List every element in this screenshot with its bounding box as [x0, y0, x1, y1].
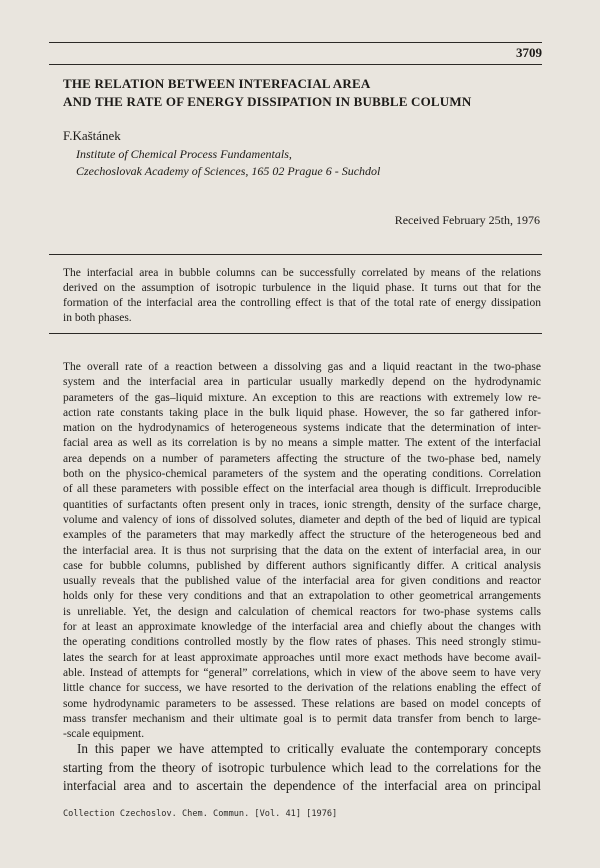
- author-affiliation: [76, 146, 380, 180]
- body-line: examples of the parameters that may markedly affect the structure of the heterogeneous bed and: [63, 529, 541, 542]
- body-line: lates the search for at least approximate approaches until more exact methods have become avail-: [63, 651, 541, 664]
- body-line: the interfacial area. It is thus not surprising that the data on the extent of interfacial area, in our: [63, 544, 541, 557]
- body-line: holds only for these very conditions and that an extrapolation to other geometrical arrangements: [63, 590, 541, 603]
- body-line: both on the physico-chemical parameters of the system and the operating conditions. Correlation: [63, 468, 541, 481]
- intro-line: In this paper we have attempted to critically evaluate the contemporary concepts: [77, 741, 541, 756]
- body-line: The overall rate of a reaction between a dissolving gas and a liquid reactant in the two-phase: [63, 361, 541, 373]
- body-line: the operating conditions controlled mostly by the flow rates of phases. This need strongly stimu-: [63, 636, 541, 649]
- intro-paragraph: [63, 740, 541, 796]
- body-line: area depends on a number of parameters affecting the structure of the two-phase bed, namely: [63, 452, 541, 465]
- abstract-line: derived on the assumption of isotropic turbulence in the liquid phase. It turns out that for the: [63, 282, 541, 294]
- header-rule: [49, 64, 542, 65]
- abstract-line: in both phases.: [63, 312, 132, 324]
- journal-footer: Collection Czechoslov. Chem. Commun. [Vol. 41] [1976]: [63, 809, 338, 819]
- top-rule: [49, 42, 542, 43]
- body-line: case for bubble columns, published by different authors significantly differ. A critical analysis: [63, 559, 541, 572]
- article-title: [63, 75, 543, 111]
- body-line: -scale equipment.: [63, 728, 145, 741]
- body-line: mass transfer mechanism and their ultimate goal is to permit data transfer from bench to large-: [63, 712, 541, 725]
- body-paragraph: [63, 360, 541, 742]
- body-line: usually reveals that the published value of the interfacial area for given conditions and reactor: [63, 575, 541, 588]
- body-line: mation on the hydrodynamics of heterogeneous systems indicate that the determination of inter-: [63, 422, 541, 435]
- abstract-bottom-rule: [49, 333, 542, 334]
- affiliation-line: Czechoslovak Academy of Sciences, 165 02 Prague 6 - Suchdol: [76, 164, 381, 178]
- abstract-line: The interfacial area in bubble columns can be successfully correlated by means of the relations: [63, 267, 541, 279]
- abstract-line: formation of the interfacial area the controlling effect is that of the total rate of energy dissipation: [63, 297, 541, 309]
- body-line: some hydrodynamic parameters to be assessed. These relations are based on model concepts of: [63, 697, 541, 710]
- body-line: little chance for success, we have resorted to the derivation of the relations enabling the effect of: [63, 682, 541, 695]
- affiliation-line: Institute of Chemical Process Fundamentals,: [76, 147, 292, 161]
- body-line: is unreliable. Yet, the design and calculation of chemical reactors for two-phase systems calls: [63, 605, 541, 618]
- received-date: Received February 25th, 1976: [394, 213, 540, 227]
- title-line: THE RELATION BETWEEN INTERFACIAL AREA: [63, 76, 371, 91]
- body-line: facial area as well as its correlation is by no means a simple matter. The extent of the interfacial: [63, 437, 541, 450]
- body-line: system and the interfacial area in particular usually markedly depend on the hydrodynamic: [63, 376, 541, 389]
- body-line: for at least an approximate knowledge of the interfacial area and chiefly about the changes with: [63, 621, 541, 634]
- body-line: of all these parameters with possible effect on the interfacial area though is difficult. Irreproducible: [63, 483, 541, 496]
- page-number: 3709: [516, 45, 542, 60]
- body-line: able. Instead of attempts for “general” correlations, which in view of the above seem to have very: [63, 666, 541, 679]
- body-line: parameters of the gas–liquid mixture. An exception to this are reactions with extremely low re-: [63, 391, 541, 404]
- body-line: quantities of surfactants often present only in traces, ionic strength, density of the surface charge,: [63, 498, 541, 511]
- intro-line: interfacial area and to ascertain the dependence of the interfacial area on principal: [63, 778, 541, 793]
- intro-line: starting from the theory of isotropic turbulence which lead to the correlations for the: [63, 759, 541, 775]
- abstract: [63, 266, 541, 326]
- abstract-top-rule: [49, 254, 542, 255]
- author-name: F.Kaštánek: [63, 128, 121, 143]
- title-line: AND THE RATE OF ENERGY DISSIPATION IN BUBBLE COLUMN: [63, 94, 472, 109]
- body-line: volume and valency of ions of dissolved solutes, diameter and depth of the bed of liquid are typical: [63, 513, 541, 526]
- body-line: action rate constants taking place in the bulk liquid phase. However, the so far gathered infor-: [63, 406, 541, 419]
